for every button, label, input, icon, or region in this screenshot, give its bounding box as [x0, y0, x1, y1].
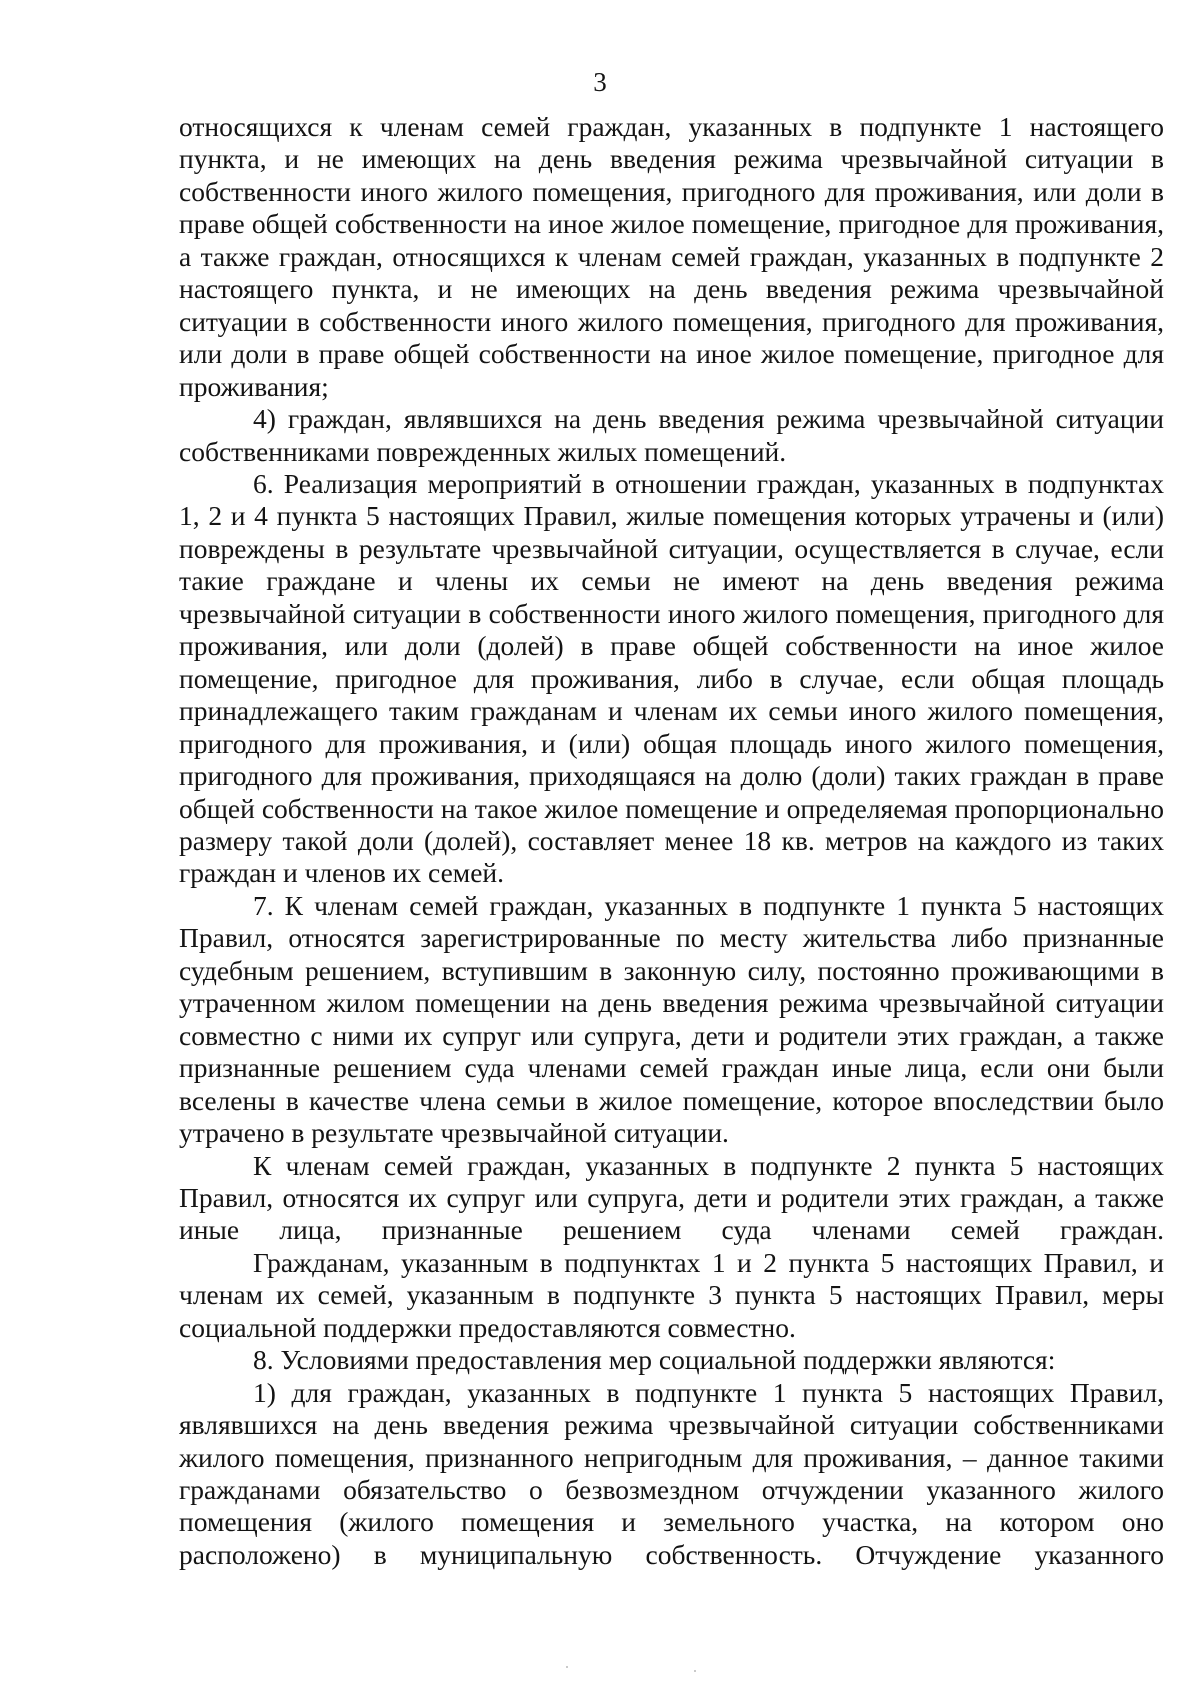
paragraph-joint-support: Гражданам, указанным в подпунктах 1 и 2 пункта 5 настоящих Правил, и членам их семей, указанным в подпункте 3 пункта 5 настоящих Правил, меры социальной поддержки предоставляются совместно. [179, 1246, 1164, 1343]
paragraph-clause-7: 7. К членам семей граждан, указанных в подпункте 1 пункта 5 настоящих Правил, относятся зарегистрированные по месту жительства либо признанные судебным решением, вступившим в законную силу, постоянно проживающими в утраченном жилом помещении на день введения режима чрезвычайной ситуации совместно с ними их супруг или супруга, дети и родители этих граждан, а также признанные решением суда членами семей граждан иные лица, если они были вселены в качестве члена семьи в жилое помещение, которое впоследствии было утрачено в результате чрезвычайной ситуации. [179, 889, 1164, 1149]
document-body [179, 111, 1164, 1571]
scan-speck [566, 1666, 568, 1668]
paragraph-clause-6: 6. Реализация мероприятий в отношении граждан, указанных в подпунктах 1, 2 и 4 пункта 5 настоящих Правил, жилые помещения которых утрачены и (или) повреждены в результате чрезвычайной ситуации, осуществляется в случае, если такие граждане и члены их семьи не имеют на день введения режима чрезвычайной ситуации в собственности иного жилого помещения, пригодного для проживания, или доли (долей) в праве общей собственности на иное жилое помещение, пригодное для проживания, либо в случае, если общая площадь принадлежащего таким гражданам и членам их семьи иного жилого помещения, пригодного для проживания, и (или) общая площадь иного жилого помещения, пригодного для проживания, приходящаяся на долю (доли) таких граждан в праве общей собственности на такое жилое помещение и определяемая пропорционально размеру такой доли (долей), составляет менее 18 кв. метров на каждого из таких граждан и членов их семей. [179, 467, 1164, 889]
paragraph-clause-8: 8. Условиями предоставления мер социальной поддержки являются: [253, 1344, 1056, 1376]
page-number: 3 [593, 67, 607, 97]
paragraph-family-members-item-2: К членам семей граждан, указанных в подпункте 2 пункта 5 настоящих Правил, относятся их супруг или супруга, дети и родители этих граждан, а также иные лица, признанные решением суда членами семей граждан. [179, 1149, 1164, 1246]
scan-speck [694, 1670, 696, 1672]
paragraph-item-4: 4) граждан, являвшихся на день введения режима чрезвычайной ситуации собственниками поврежденных жилых помещений. [179, 403, 1164, 467]
paragraph-continuation: относящихся к членам семей граждан, указанных в подпункте 1 настоящего пункта, и не имеющих на день введения режима чрезвычайной ситуации в собственности иного жилого помещения, пригодного для проживания, или доли в праве общей собственности на иное жилое помещение, пригодное для проживания, а также граждан, относящихся к членам семей граждан, указанных в подпункте 2 настоящего пункта, и не имеющих на день введения режима чрезвычайной ситуации в собственности иного жилого помещения, пригодного для проживания, или доли в праве общей собственности на иное жилое помещение, пригодное для проживания; [179, 111, 1164, 402]
paragraph-condition-1: 1) для граждан, указанных в подпункте 1 пункта 5 настоящих Правил, являвшихся на день введения режима чрезвычайной ситуации собственниками жилого помещения, признанного непригодным для проживания, – данное такими гражданами обязательство о безвозмездном отчуждении указанного жилого помещения (жилого помещения и земельного участка, на котором оно расположено) в муниципальную собственность. Отчуждение указанного [179, 1376, 1164, 1570]
